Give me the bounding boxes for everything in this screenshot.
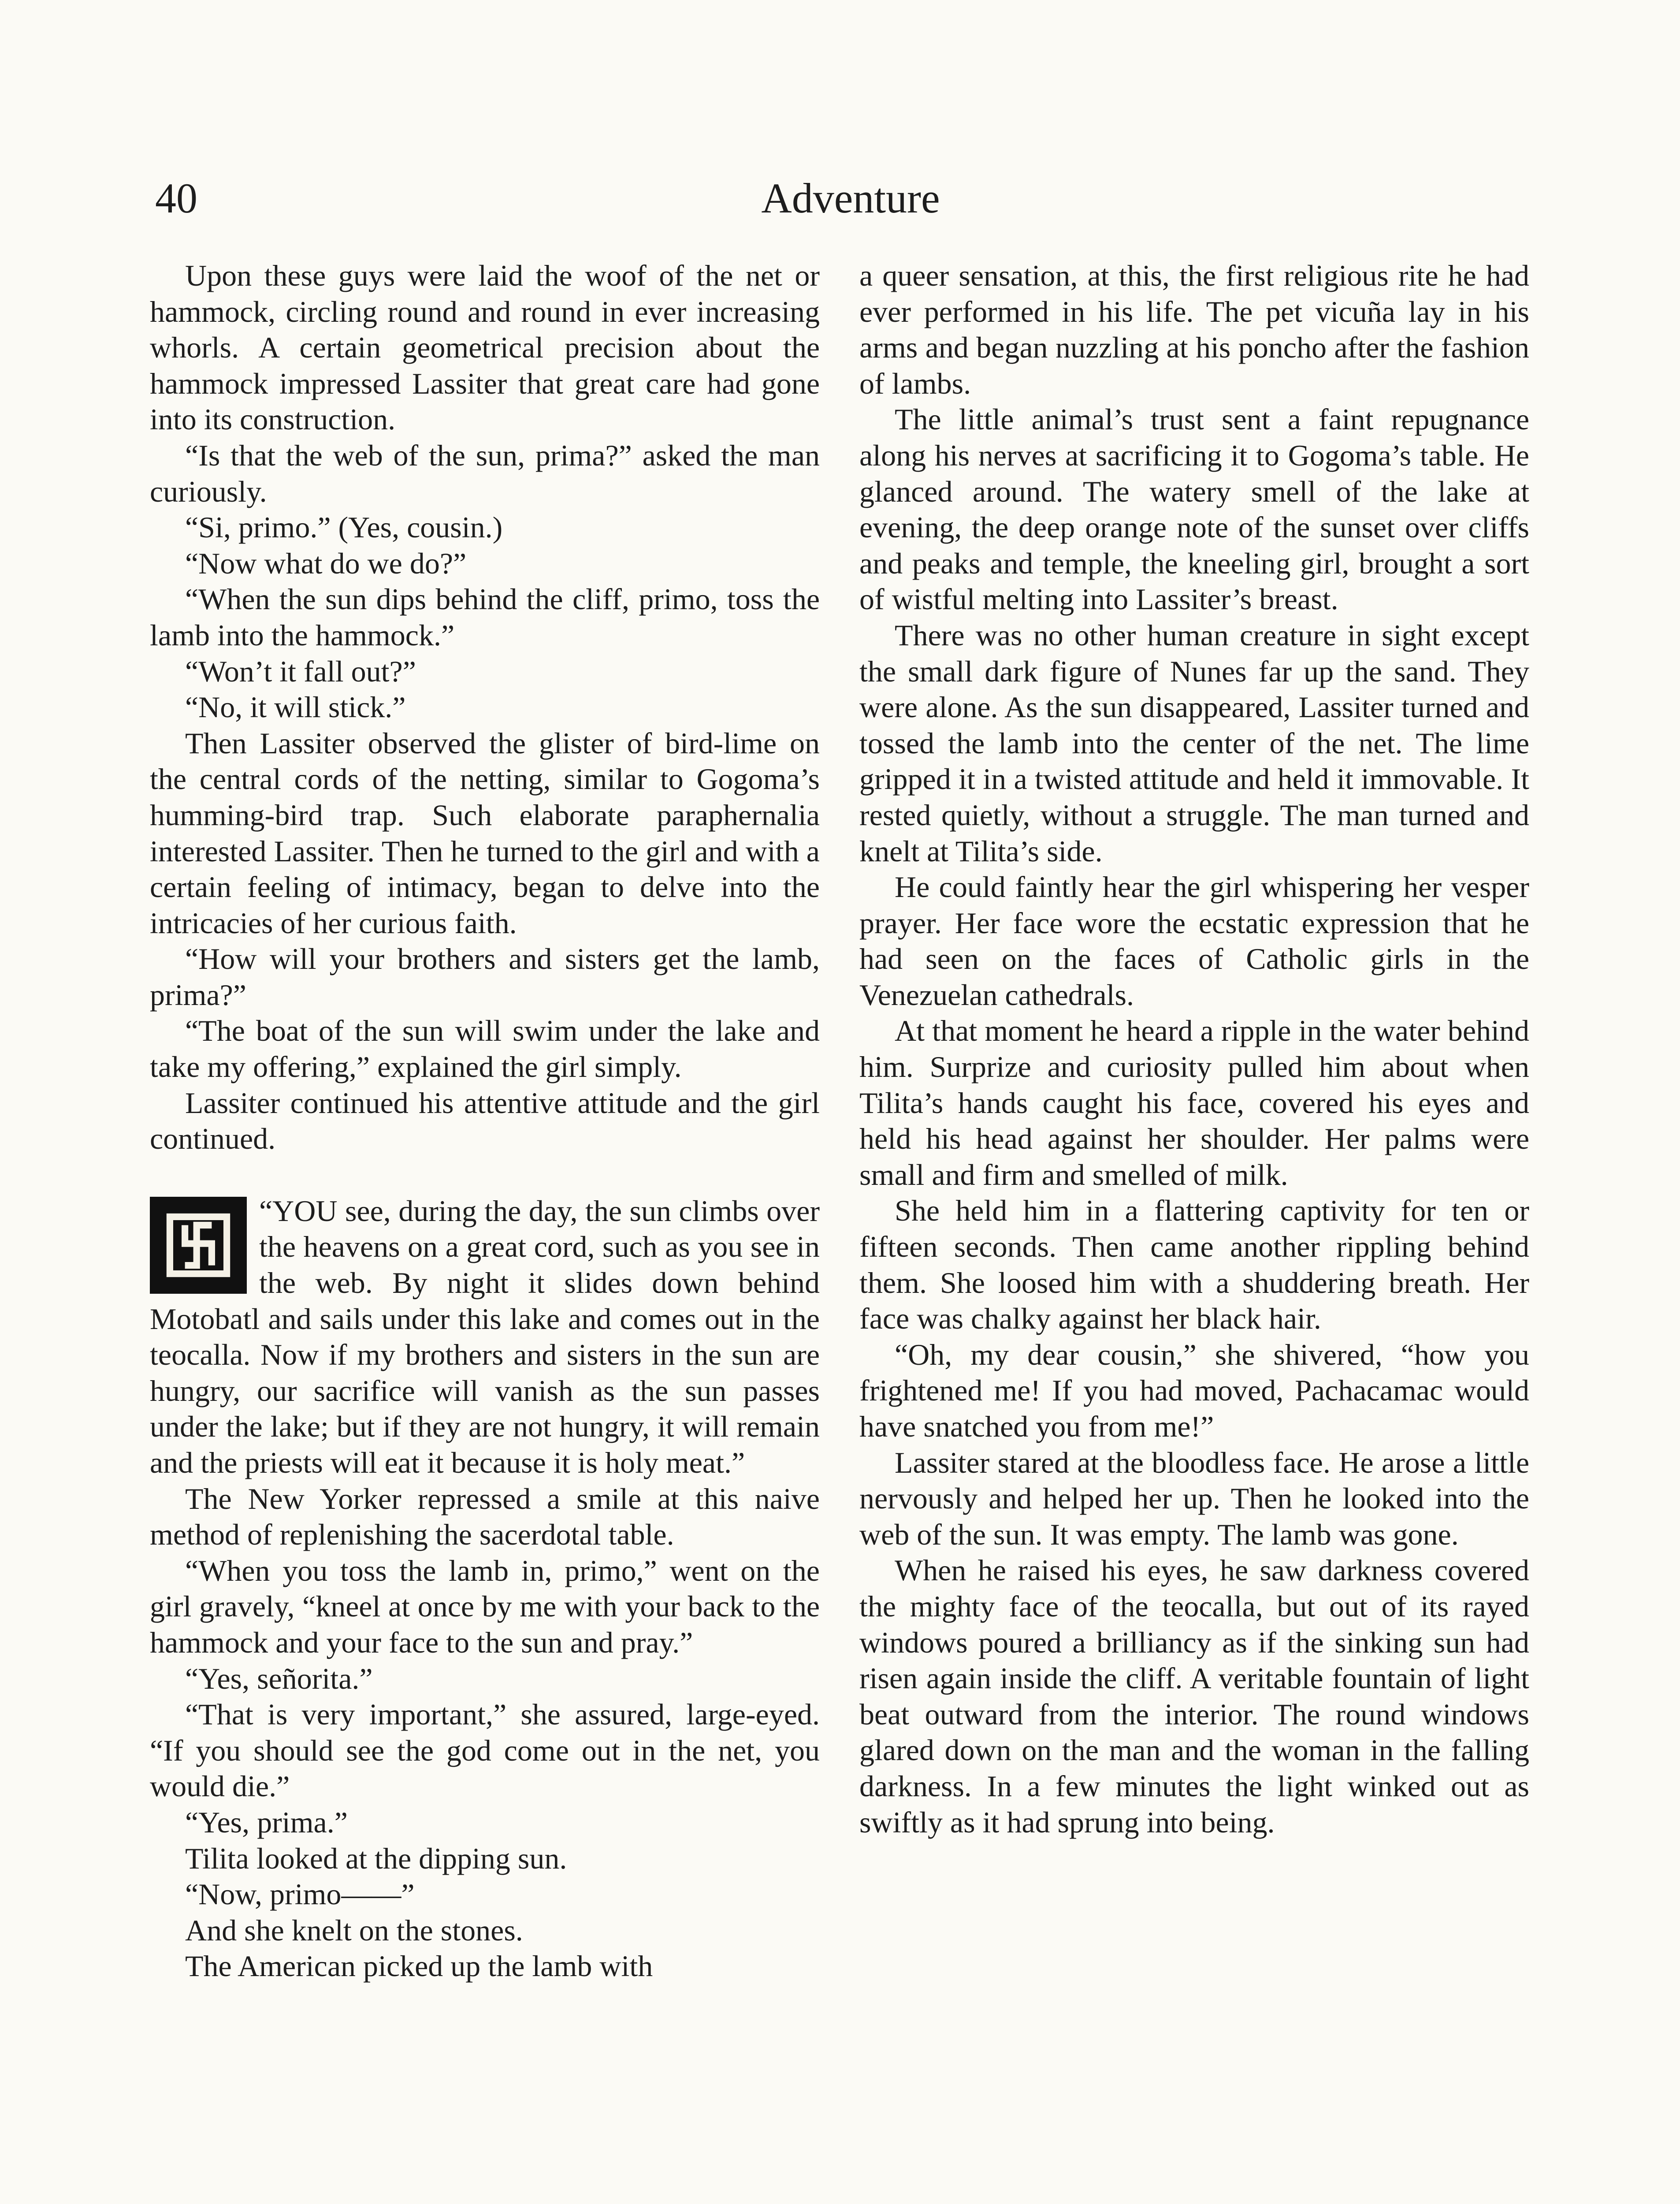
paragraph: Lassiter continued his attentive attitude and the girl continued. — [150, 1086, 820, 1156]
paragraph: There was no other human creature in sight except the small dark figure of Nunes far up the sand. They were alone. As the sun disappeared, Lassiter turned and tossed the lamb into the center of the net. The lime gripped it in a twisted attitude and held it immovable. It rested quietly, without a struggle. The man turned and knelt at Tilita’s side. — [859, 618, 1529, 868]
paragraph: The little animal’s trust sent a faint repugnance along his nerves at sacrificing it to Gogoma’s table. He glanced around. The watery smell of the lake at evening, the deep orange note of the sunset over cliffs and peaks and temple, the kneeling girl, brought a sort of wistful melting into Lassiter’s breast. — [859, 402, 1529, 616]
paragraph: “Now what do we do?” — [185, 546, 467, 580]
paragraph: Then Lassiter observed the glister of bird-lime on the central cords of the netting, similar to Gogoma’s humming-bird trap. Such elaborate paraphernalia interested Lassiter. Then he turned to the girl and with a certain feeling of intimacy, began to delve into the intricacies of her curious faith. — [150, 726, 820, 940]
paragraph: “Now, primo——” — [185, 1877, 415, 1911]
paragraph: “When the sun dips behind the cliff, primo, toss the lamb into the hammock.” — [150, 582, 820, 652]
paragraph: “When you toss the lamb in, primo,” went on the girl gravely, “kneel at once by me with your back to the hammock and your face to the sun and pray.” — [150, 1553, 820, 1659]
paragraph: “Oh, my dear cousin,” she shivered, “how you frightened me! If you had moved, Pachacamac would have snatched you from me!” — [859, 1337, 1529, 1443]
paragraph: a queer sensation, at this, the first religious rite he had ever performed in his life. The pet vicuña lay in his arms and began nuzzling at his poncho after the fashion of lambs. — [859, 259, 1529, 400]
section-text: “YOU see, during the day, the sun climbs over the heavens on a great cord, such as you see in the web. By night it slides down behind Motobatl and sails under this lake and comes out in the teocalla. Now if my brothers and sisters in the sun are hungry, our sacrifice will vanish as the sun passes under the lake; but if they are not hungry, it will remain and the priests will eat it because it is holy meat.” — [150, 1194, 820, 1479]
page-number: 40 — [155, 175, 197, 222]
page-header — [145, 170, 1556, 227]
running-head: Adventure — [761, 175, 940, 222]
paragraph: The American picked up the lamb with — [185, 1949, 653, 1983]
paragraph: “Is that the web of the sun, prima?” asked the man curiously. — [150, 438, 820, 508]
paragraph: She held him in a flattering captivity for ten or fifteen seconds. Then came another rippling behind them. She loosed him with a shuddering breath. Her face was chalky against her black hair. — [859, 1194, 1529, 1336]
swastika-ornament-icon — [150, 1197, 247, 1294]
paragraph: “Yes, señorita.” — [185, 1661, 373, 1695]
paragraph: He could faintly hear the girl whispering her vesper prayer. Her face wore the ecstatic expression that he had seen on the faces of Catholic girls in the Venezuelan cathedrals. — [859, 870, 1529, 1012]
section-opening-paragraph — [150, 1193, 820, 1481]
paragraph: “Won’t it fall out?” — [185, 654, 416, 688]
paragraph: “Yes, prima.” — [185, 1805, 348, 1839]
paragraph: “Si, primo.” (Yes, cousin.) — [185, 510, 503, 544]
paragraph: The New Yorker repressed a smile at this naive method of replenishing the sacerdotal table. — [150, 1482, 820, 1552]
paragraph: “How will your brothers and sisters get the lamb, prima?” — [150, 942, 820, 1012]
paragraph: “No, it will stick.” — [185, 690, 406, 724]
paragraph: “That is very important,” she assured, large-eyed. “If you should see the god come out in the net, you would die.” — [150, 1698, 820, 1803]
paragraph: At that moment he heard a ripple in the water behind him. Surprize and curiosity pulled him about when Tilita’s hands caught his face, covered his eyes and held his head against her shoulder. Her palms were small and firm and smelled of milk. — [859, 1014, 1529, 1191]
right-column — [859, 258, 1529, 1840]
paragraph: Lassiter stared at the bloodless face. He arose a little nervously and helped her up. Then he looked into the web of the sun. It was empty. The lamb was gone. — [859, 1445, 1529, 1551]
paragraph: Tilita looked at the dipping sun. — [185, 1841, 567, 1875]
paragraph: When he raised his eyes, he saw darkness covered the mighty face of the teocalla, but out of its rayed windows poured a brilliancy as if the sinking sun had risen again inside the cliff. A veritable fountain of light beat outward from the interior. The round windows glared down on the man and the woman in the falling darkness. In a few minutes the light winked out as swiftly as it had sprung into being. — [859, 1553, 1529, 1839]
paragraph: And she knelt on the stones. — [185, 1913, 523, 1947]
left-column — [150, 258, 820, 1984]
paragraph: Upon these guys were laid the woof of the net or hammock, circling round and round in ever increasing whorls. A certain geometrical precision about the hammock impressed Lassiter that great care had gone into its construction. — [150, 259, 820, 436]
paragraph: “The boat of the sun will swim under the lake and take my offering,” explained the girl simply. — [150, 1014, 820, 1084]
